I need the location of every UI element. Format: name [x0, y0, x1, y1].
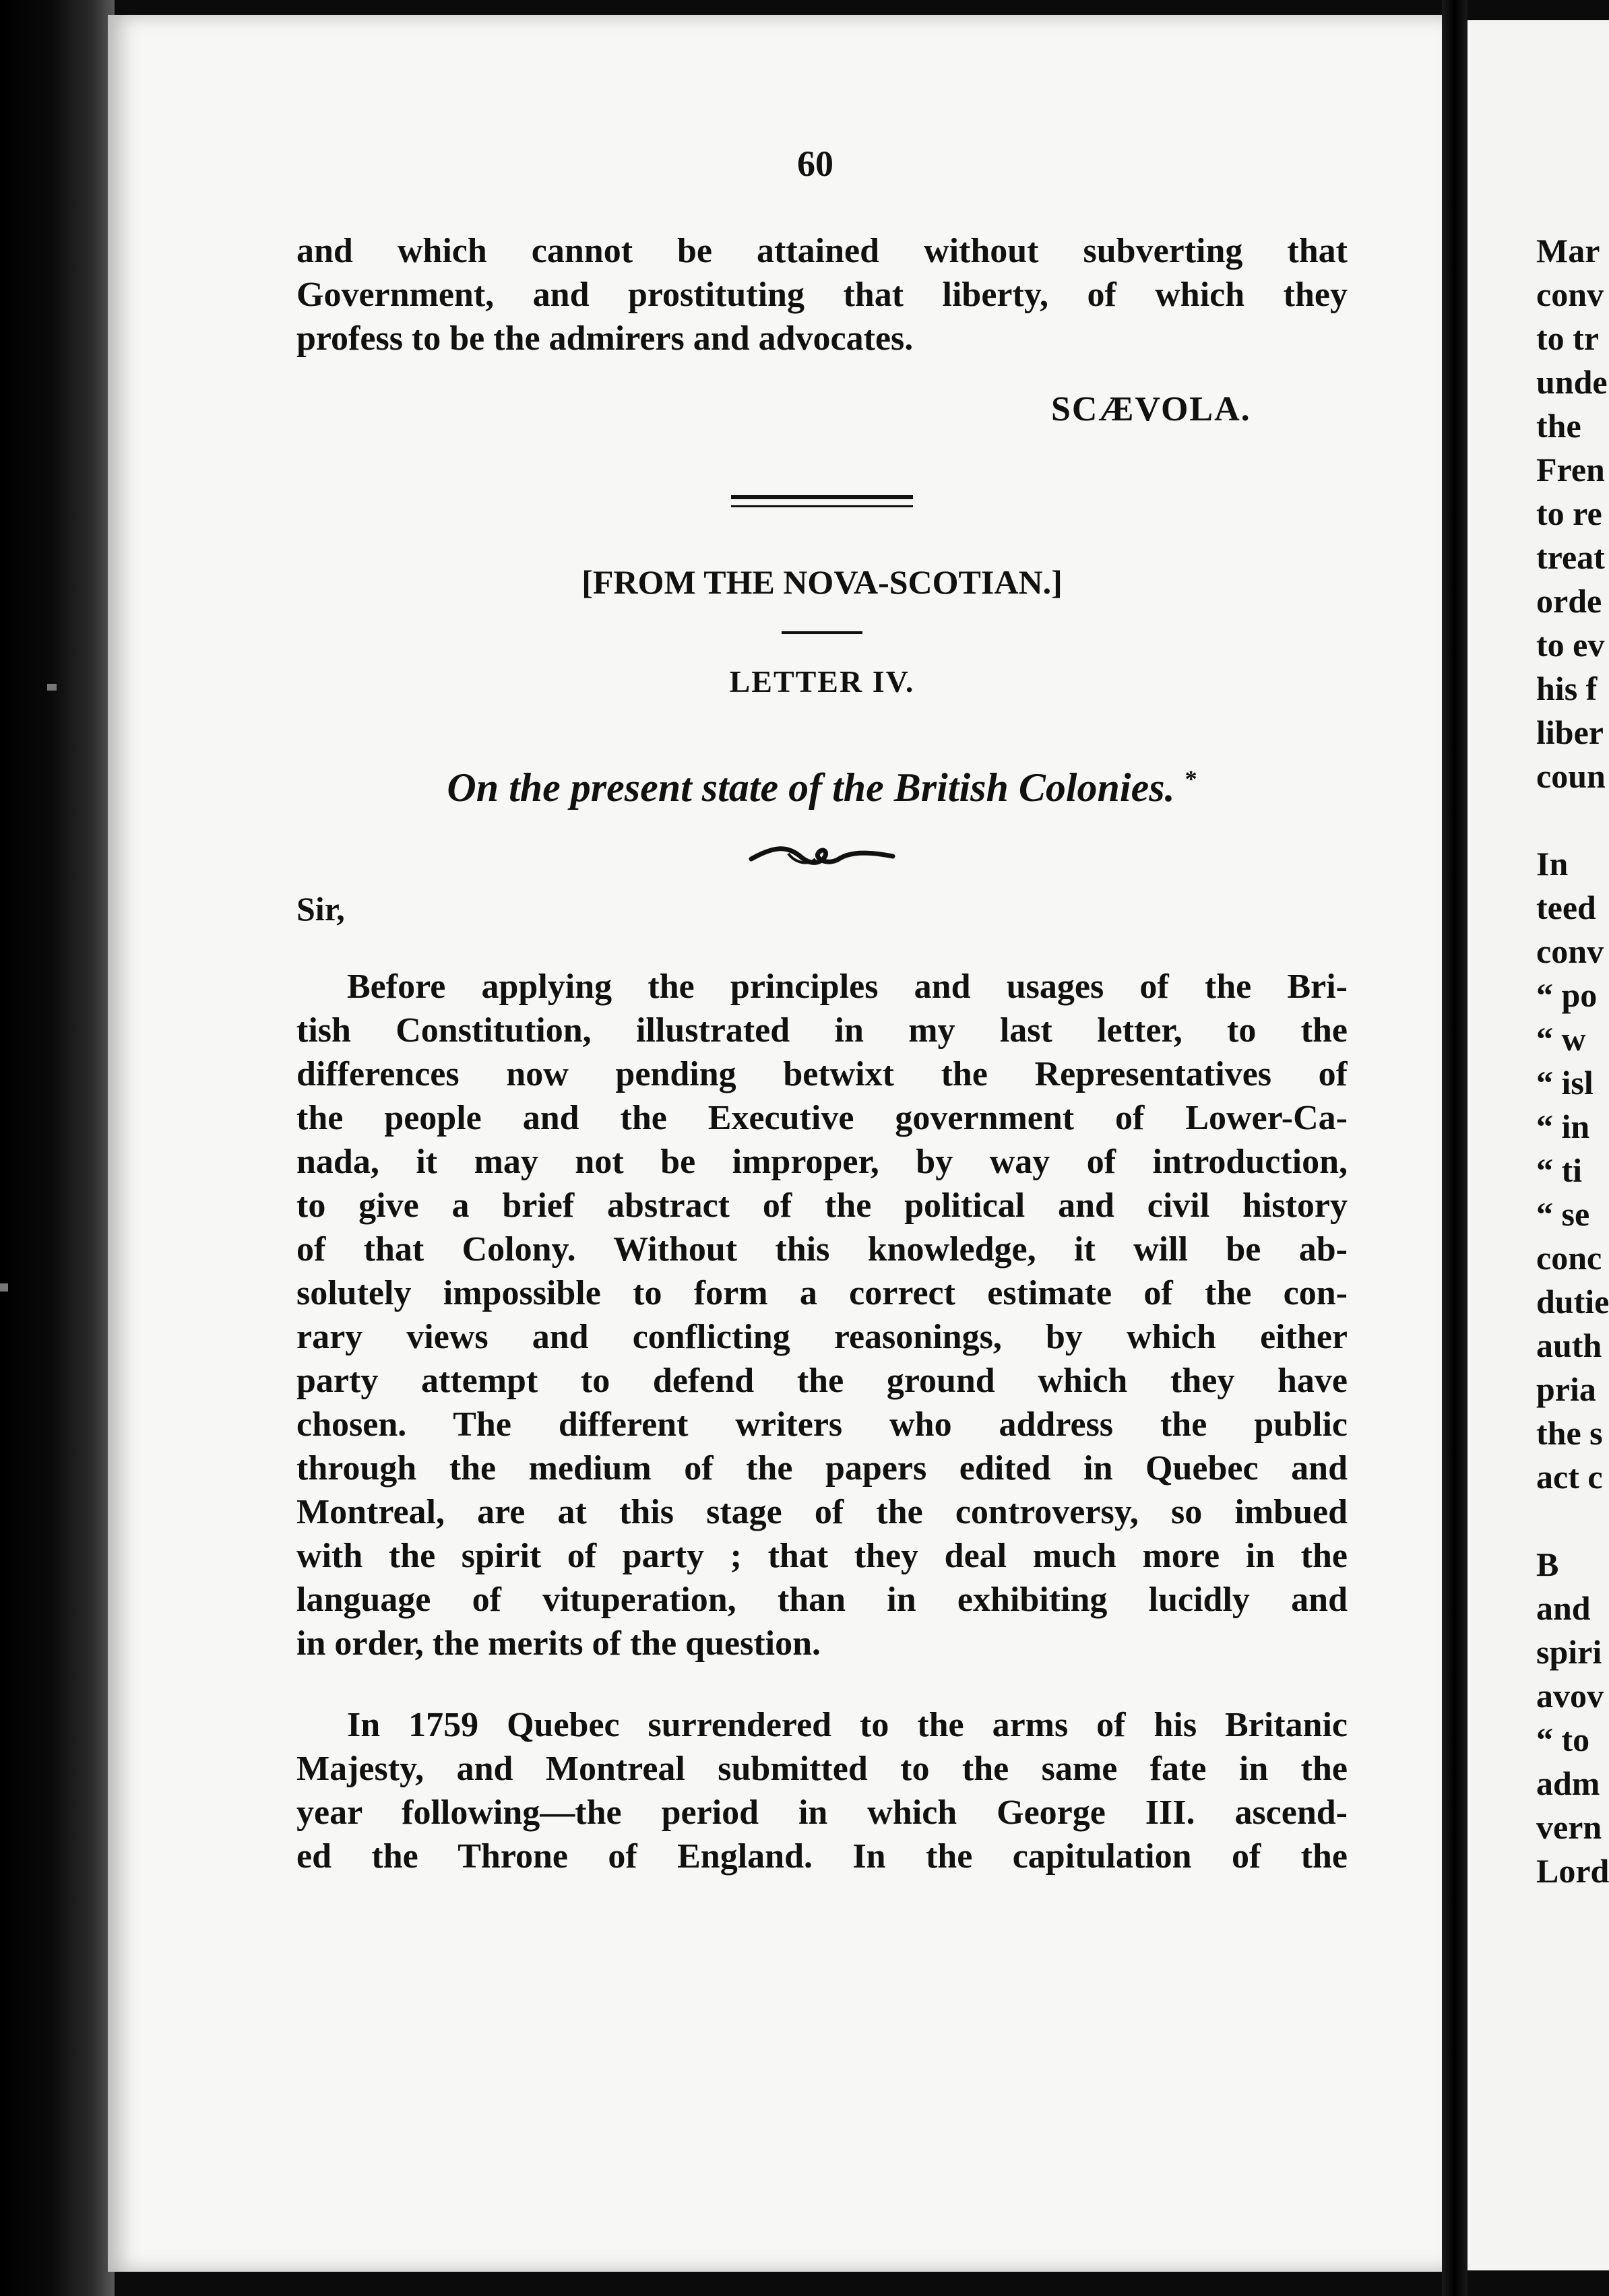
text-line: and which cannot be attained without subverting that	[296, 232, 1348, 270]
text-line: nada, it may not be improper, by way of introduction,	[296, 1143, 1348, 1181]
facing-line: Lord	[1536, 1852, 1609, 1890]
text-line: with the spirit of party ; that they deal much more in the	[296, 1537, 1348, 1575]
text-line: to give a brief abstract of the political and civil history	[296, 1186, 1348, 1225]
facing-line: “ se	[1536, 1195, 1590, 1233]
footnote-mark: *	[1185, 765, 1197, 792]
text-line: tish Constitution, illustrated in my last letter, to the	[296, 1011, 1348, 1050]
ornament-flourish	[748, 839, 896, 872]
facing-line: liber	[1536, 713, 1604, 751]
facing-line: spiri	[1536, 1633, 1602, 1671]
author-signature: SCÆVOLA.	[1051, 390, 1251, 428]
facing-line: pria	[1536, 1370, 1596, 1408]
text-line: In 1759 Quebec surrendered to the arms of his Britanic	[347, 1706, 1348, 1744]
facing-line: “ w	[1536, 1020, 1586, 1058]
facing-line: conc	[1536, 1239, 1602, 1277]
facing-line: treat	[1536, 538, 1605, 576]
text-line: Before applying the principles and usages of the Bri-	[347, 967, 1348, 1006]
text-line: language of vituperation, than in exhibiting lucidly and	[296, 1581, 1348, 1619]
subtitle-text: On the present state of the British Colonies.	[447, 765, 1175, 810]
facing-line: “ in	[1536, 1108, 1590, 1145]
text-line: the people and the Executive government of Lower-Ca-	[296, 1099, 1348, 1137]
book-binding-edge	[0, 0, 115, 2296]
source-heading: [FROM THE NOVA-SCOTIAN.]	[581, 563, 1063, 601]
text-line: solutely impossible to form a correct estimate of the con-	[296, 1274, 1348, 1312]
facing-line: “ po	[1536, 976, 1598, 1014]
text-line: rary views and conflicting reasonings, by which either	[296, 1318, 1348, 1356]
text-line: Majesty, and Montreal submitted to the same fate in the	[296, 1750, 1348, 1788]
paragraph-two	[296, 1703, 1348, 1878]
facing-line: “ to	[1536, 1721, 1590, 1758]
salutation: Sir,	[296, 890, 345, 928]
facing-line: In	[1536, 845, 1569, 883]
text-line: ed the Throne of England. In the capitulation of the	[296, 1837, 1348, 1876]
facing-line: dutie	[1536, 1283, 1609, 1320]
facing-line: “ ti	[1536, 1151, 1583, 1189]
book-gutter	[1442, 0, 1468, 2296]
facing-line: avov	[1536, 1677, 1604, 1715]
letter-number: LETTER IV.	[729, 664, 915, 699]
text-line: of that Colony. Without this knowledge, it will be ab-	[296, 1230, 1348, 1269]
text-line: profess to be the admirers and advocates.	[296, 319, 914, 358]
facing-line: vern	[1536, 1808, 1602, 1846]
letter-subtitle	[296, 765, 1348, 811]
facing-page-text	[1536, 229, 1609, 1893]
facing-line: teed	[1536, 889, 1596, 926]
facing-line: his f	[1536, 670, 1598, 707]
facing-line: conv	[1536, 276, 1604, 313]
text-line: party attempt to defend the ground which they have	[296, 1362, 1348, 1400]
text-line: year following—the period in which George III. ascend-	[296, 1793, 1348, 1832]
scan-speck	[47, 684, 57, 691]
facing-line: act c	[1536, 1458, 1603, 1496]
facing-line: adm	[1536, 1764, 1600, 1802]
facing-line: Mar	[1536, 232, 1600, 269]
facing-line: to ev	[1536, 626, 1605, 664]
text-line: Montreal, are at this stage of the controversy, so imbued	[296, 1493, 1348, 1531]
section-divider	[731, 495, 913, 507]
facing-line: conv	[1536, 932, 1604, 970]
scan-speck	[0, 1283, 8, 1292]
facing-line: unde	[1536, 363, 1608, 401]
text-line: differences now pending betwixt the Representatives of	[296, 1055, 1348, 1093]
facing-line: “ isl	[1536, 1064, 1594, 1102]
text-line: in order, the merits of the question.	[296, 1624, 821, 1663]
facing-line: B	[1536, 1545, 1559, 1583]
facing-line: orde	[1536, 582, 1602, 620]
heading-rule	[782, 631, 862, 634]
facing-line	[1536, 1499, 1609, 1543]
paragraph-one	[296, 965, 1348, 1665]
page-number: 60	[797, 144, 833, 184]
facing-line: the s	[1536, 1414, 1603, 1452]
facing-line: and	[1536, 1589, 1591, 1627]
text-line: through the medium of the papers edited in Quebec and	[296, 1449, 1348, 1488]
facing-line	[1536, 798, 1609, 842]
facing-line: the	[1536, 407, 1581, 445]
facing-line: to tr	[1536, 319, 1599, 357]
intro-paragraph	[296, 229, 1348, 360]
facing-line: auth	[1536, 1327, 1602, 1364]
facing-line: to re	[1536, 495, 1602, 532]
facing-line: Fren	[1536, 451, 1605, 488]
facing-line: coun	[1536, 757, 1606, 795]
text-line: chosen. The different writers who address the public	[296, 1405, 1348, 1444]
text-line: Government, and prostituting that liberty, of which they	[296, 276, 1348, 314]
